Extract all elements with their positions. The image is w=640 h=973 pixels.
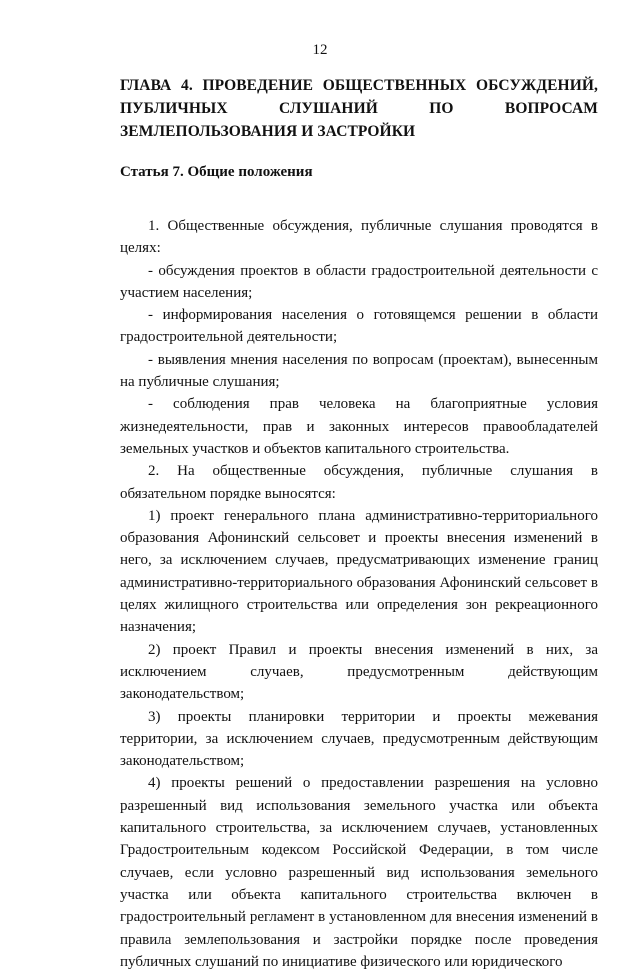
- paragraph: - обсуждения проектов в области градостроительной деятельности с участием населения;: [120, 262, 598, 301]
- paragraph: - выявления мнения населения по вопросам (проектам), вынесенным на публичные слушания;: [120, 351, 598, 391]
- paragraph: 3) проекты планировки территории и проекты межевания территории, за исключением случаев, предусмотренным действующим законодательством;: [120, 708, 598, 770]
- paragraph: 2. На общественные обсуждения, публичные слушания в обязательном порядке выносятся:: [120, 463, 598, 502]
- article-title: Статья 7. Общие положения: [120, 164, 313, 180]
- chapter-title: ГЛАВА 4. ПРОВЕДЕНИЕ ОБЩЕСТВЕННЫХ ОБСУЖДЕНИЙ, ПУБЛИЧНЫХ СЛУШАНИЙ ПО ВОПРОСАМ ЗЕМЛЕПОЛЬЗОВАНИЯ И ЗАСТРОЙКИ: [120, 77, 598, 140]
- paragraph: 1) проект генерального плана административно-территориального образования Афонинский сельсовет и проекты внесения изменений в него, за исключением случаев, предусматривающих изменение границ административно-территориального образования Афонинский сельсовет в целях жилищного строительства или определения зон рекреационного назначения;: [120, 507, 598, 636]
- page-number: 12: [312, 42, 328, 58]
- paragraph: 2) проект Правил и проекты внесения изменений в них, за исключением случаев, предусмотренным действующим законодательством;: [120, 641, 598, 703]
- paragraph: - информирования населения о готовящемся решении в области градостроительной деятельности;: [120, 307, 598, 346]
- paragraph: - соблюдения прав человека на благоприятные условия жизнедеятельности, прав и законных интересов правообладателей земельных участков и объектов капитального строительства.: [120, 396, 598, 457]
- paragraph: 4) проекты решений о предоставлении разрешения на условно разрешенный вид использования земельного участка или объекта капитального строительства, за исключением случаев, установленных Градостроительным кодексом Российской Федерации, в том числе случаев, если условно разрешенный вид использования земельного участка или объекта капитального строительства включен в градостроительный регламент в установленном для внесения изменений в правила землепользования и застройки порядке после проведения публичных слушаний по инициативе физического или юридического: [120, 775, 598, 970]
- paragraph: 1. Общественные обсуждения, публичные слушания проводятся в целях:: [120, 218, 598, 257]
- document-body: [120, 215, 598, 973]
